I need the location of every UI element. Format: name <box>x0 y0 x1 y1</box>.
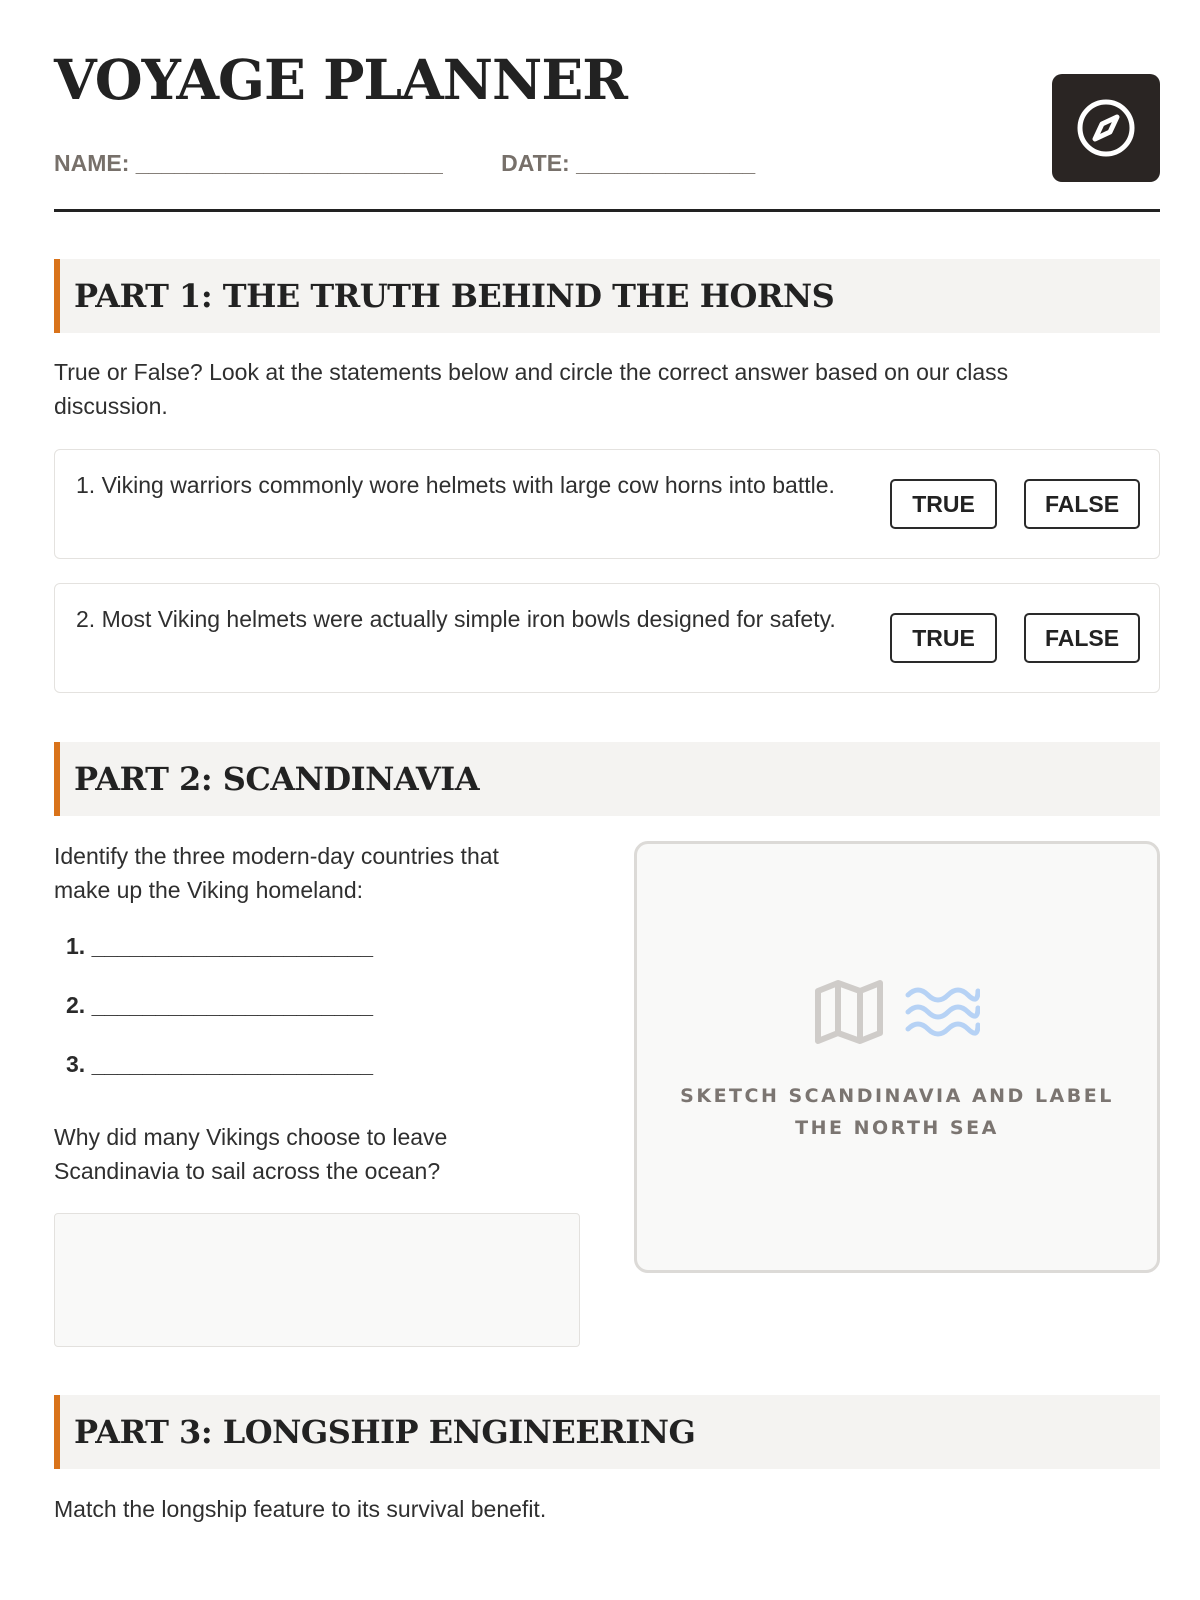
part3-instructions: Match the longship feature to its survival benefit. <box>54 1496 547 1522</box>
question-card-2 <box>54 583 1160 693</box>
student-info <box>54 150 755 177</box>
country-blank-3[interactable]: 3. ______________________ <box>66 1051 373 1077</box>
question-text: 2. Most Viking helmets were actually simple iron bowls designed for safety. <box>76 606 836 632</box>
true-button[interactable]: TRUE <box>890 613 997 663</box>
part3-header <box>54 1395 1160 1469</box>
compass-icon <box>1074 96 1138 160</box>
logo-badge <box>1052 74 1160 182</box>
part1-instructions: True or False? Look at the statements below and circle the correct answer based on our class discussion. <box>54 359 1009 419</box>
part2-header <box>54 742 1160 816</box>
part2-instructions: Identify the three modern-day countries that make up the Viking homeland: <box>54 843 499 903</box>
worksheet-header <box>54 0 1160 212</box>
part3-heading: PART 3: LONGSHIP ENGINEERING <box>74 1413 696 1451</box>
part1-heading: PART 1: THE TRUTH BEHIND THE HORNS <box>74 277 835 315</box>
page-title: VOYAGE PLANNER <box>54 47 627 112</box>
false-button[interactable]: FALSE <box>1024 613 1140 663</box>
answer-box[interactable] <box>54 1213 580 1347</box>
part2-question: Why did many Vikings choose to leave Scandinavia to sail across the ocean? <box>54 1124 448 1184</box>
map-icon <box>814 979 884 1045</box>
country-blank-1[interactable]: 1. ______________________ <box>66 933 373 959</box>
sketch-label: SKETCH SCANDINAVIA AND LABEL THE NORTH SEA <box>680 1085 1114 1139</box>
name-field[interactable]: NAME: ________________________ <box>54 150 443 176</box>
question-text: 1. Viking warriors commonly wore helmets with large cow horns into battle. <box>76 472 835 498</box>
question-card-1 <box>54 449 1160 559</box>
part2-heading: PART 2: SCANDINAVIA <box>74 760 480 798</box>
country-blank-2[interactable]: 2. ______________________ <box>66 992 373 1018</box>
date-field[interactable]: DATE: ______________ <box>501 150 756 176</box>
sketch-area[interactable] <box>634 841 1160 1273</box>
sketch-icons <box>637 979 1157 1045</box>
true-button[interactable]: TRUE <box>890 479 997 529</box>
part1-header <box>54 259 1160 333</box>
worksheet-page <box>54 0 1160 1522</box>
false-button[interactable]: FALSE <box>1024 479 1140 529</box>
waves-icon <box>904 979 980 1045</box>
